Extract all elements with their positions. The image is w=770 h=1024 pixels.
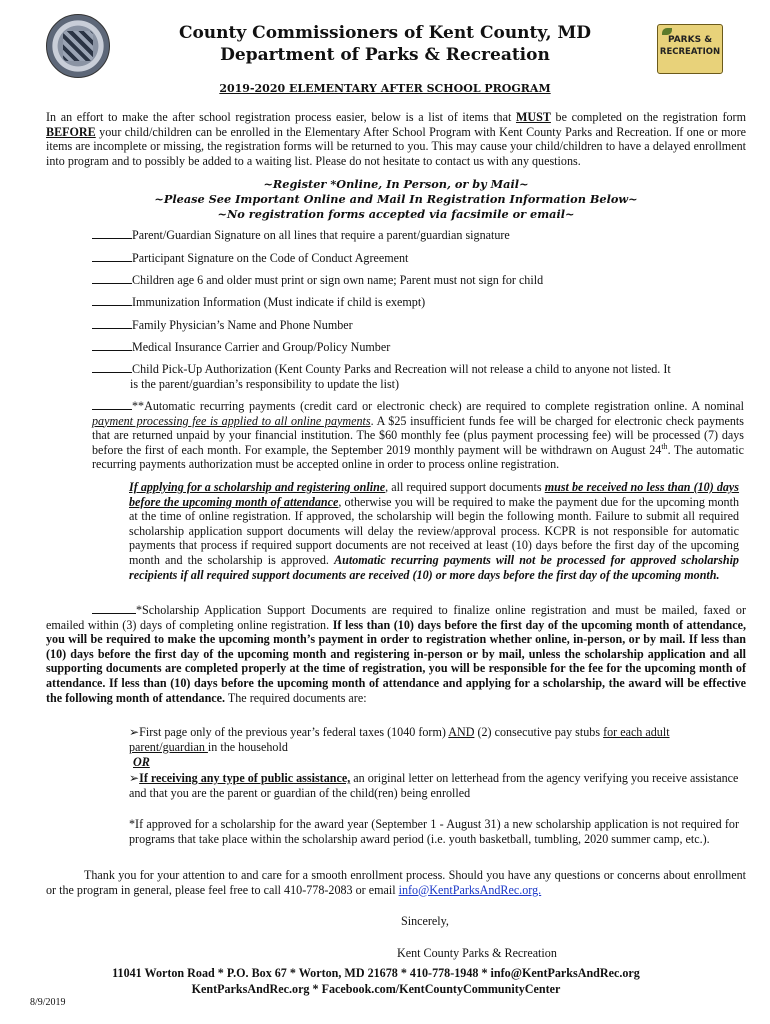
support-docs-paragraph: *Scholarship Application Support Documents are required to finalize online registration and must be mailed, faxed or emailed within (3) days of completing online registration. If less than (10) days before the first day of the upcoming month of attendance, you will be required to make the upcoming month’s payment in order to registration whether online, in-person, or by mail. If less than (10) days before the first day of the upcoming month and registering in-person or by mail, unless the scholarship application and all supporting documents are completed properly at the time of registration, you will be responsible for the fee for the upcoming month of attendance. If less than (10) days before the upcoming month of attendance and applying for a scholarship, the award will be effective the following month of attendance. The required documents are: [46,603,746,705]
notice-line3: ~No registration forms accepted via facsimile or email~ [217,207,575,221]
approved-scholarship-note: *If approved for a scholarship for the award year (September 1 - August 31) a new scholarship application is not required for programs that take place within the scholarship award period (i.e. youth basketball, tumbling, 2020 summer camp, etc.). [129,817,739,846]
checklist-item: Child Pick-Up Authorization (Kent County Parks and Recreation will not release a child to anyone not listed. It [92,362,747,377]
checklist-blank [92,318,132,329]
footer-address: 11041 Worton Road * P.O. Box 67 * Worton, MD 21678 * 410-778-1948 * info@KentParksAndRec.org [112,966,640,980]
closing-paragraph: Thank you for your attention to and care for a smooth enrollment process. Should you have any questions or concerns about enrollment or the program in general, please feel free to call 410-778-2083 or email info@KentParksAndRec.org. [46,868,746,897]
checklist-blank [92,362,132,373]
scholarship-online-note: If applying for a scholarship and registering online, all required support documents must be received no less than (10) days before the upcoming month of attendance, otherwise you will be required to make the payment due for the upcoming month at the time of online registration. If approved, the scholarship will begin the following month. Failure to submit all required scholarship application support documents will delay the review/approval process. KCPR is not responsible for automatic payments that process if required support documents are not received at least (10) days before the first day of the upcoming month and the scholarship is approved. Automatic recurring payments will not be processed for approved scholarship recipients if all required support documents are received (10) or more days before the first day of the upcoming month. [129,480,740,582]
checklist-item-continued: is the parent/guardian’s responsibility to update the list) [130,377,400,391]
auto-pay-paragraph: **Automatic recurring payments (credit card or electronic check) are required to complete registration online. A nominal payment processing fee is applied to all online payments. A $25 insufficient funds fee will be charged for electronic check payments that are returned unpaid by your financial institution. The $60 monthly fee (plus payment processing fee) will be processed (7) days before the first of each month. For example, the September 2019 monthly payment will be withdrawn on August 24th. The automatic recurring payments authorization must be accepted online in order to process online registration. [92,399,744,472]
county-seal [46,14,110,78]
checklist-item: Immunization Information (Must indicate if child is exempt) [92,295,747,310]
checklist-blank [92,273,132,284]
fee-note: payment processing fee is applied to all online payments [92,413,371,428]
header-title-line1: County Commissioners of Kent County, MD [178,23,592,43]
checklist-item: Children age 6 and older must print or sign own name; Parent must not sign for child [92,273,747,288]
checklist-blank [92,295,132,306]
leaf-icon [662,28,672,35]
checklist-item: Family Physician’s Name and Phone Number [92,318,747,333]
program-title: 2019-2020 ELEMENTARY AFTER SCHOOL PROGRAM [219,82,551,95]
email-link[interactable]: info@KentParksAndRec.org. [398,882,542,897]
bullet-taxes: ➢First page only of the previous year’s federal taxes (1040 form) AND (2) consecutive pay stubs for each adult parent/guardian in the household [129,725,670,754]
intro-paragraph: In an effort to make the after school registration process easier, below is a list of items that MUST be completed on the registration form BEFORE your child/children can be enrolled in the Elementary After School Program with Kent County Parks and Recreation. If one or more items are incomplete or missing, the registration forms will be returned to you. This may cause your child/children to have a delayed enrollment into program and to possibly be added to a waiting list. Please do not hesitate to contact us with any questions. [46,110,746,168]
document-date: 8/9/2019 [30,997,66,1008]
checklist-blank [92,399,132,410]
checklist-blank [92,228,132,239]
arrow-icon: ➢ [129,771,140,785]
or-separator: OR [133,755,150,769]
checklist-item: Participant Signature on the Code of Conduct Agreement [92,251,747,266]
checklist-item: Parent/Guardian Signature on all lines that require a parent/guardian signature [92,228,747,243]
header-title-line2: Department of Parks & Recreation [220,45,550,65]
bullet-public-assistance: ➢If receiving any type of public assistance, an original letter on letterhead from the agency verifying you receive assistance and that you are the parent or guardian of the child(ren) being enrolled [129,771,739,800]
arrow-icon: ➢ [129,725,140,739]
logo-text-bottom: RECREATION [659,47,721,57]
must-emphasis: MUST [515,110,551,124]
sincerely: Sincerely, [401,914,449,928]
parks-recreation-logo [657,24,723,74]
checklist-blank [92,251,132,262]
checklist-blank [92,603,136,614]
logo-text-top: PARKS & [667,35,713,45]
notice-line1: ~Register *Online, In Person, or by Mail~ [263,177,529,191]
signature-org: Kent County Parks & Recreation [397,946,557,960]
notice-line2: ~Please See Important Online and Mail In Registration Information Below~ [154,192,638,206]
footer-web: KentParksAndRec.org * Facebook.com/KentCountyCommunityCenter [191,982,561,996]
checklist-blank [92,340,132,351]
before-emphasis: BEFORE [46,124,96,139]
checklist-item: Medical Insurance Carrier and Group/Policy Number [92,340,747,355]
